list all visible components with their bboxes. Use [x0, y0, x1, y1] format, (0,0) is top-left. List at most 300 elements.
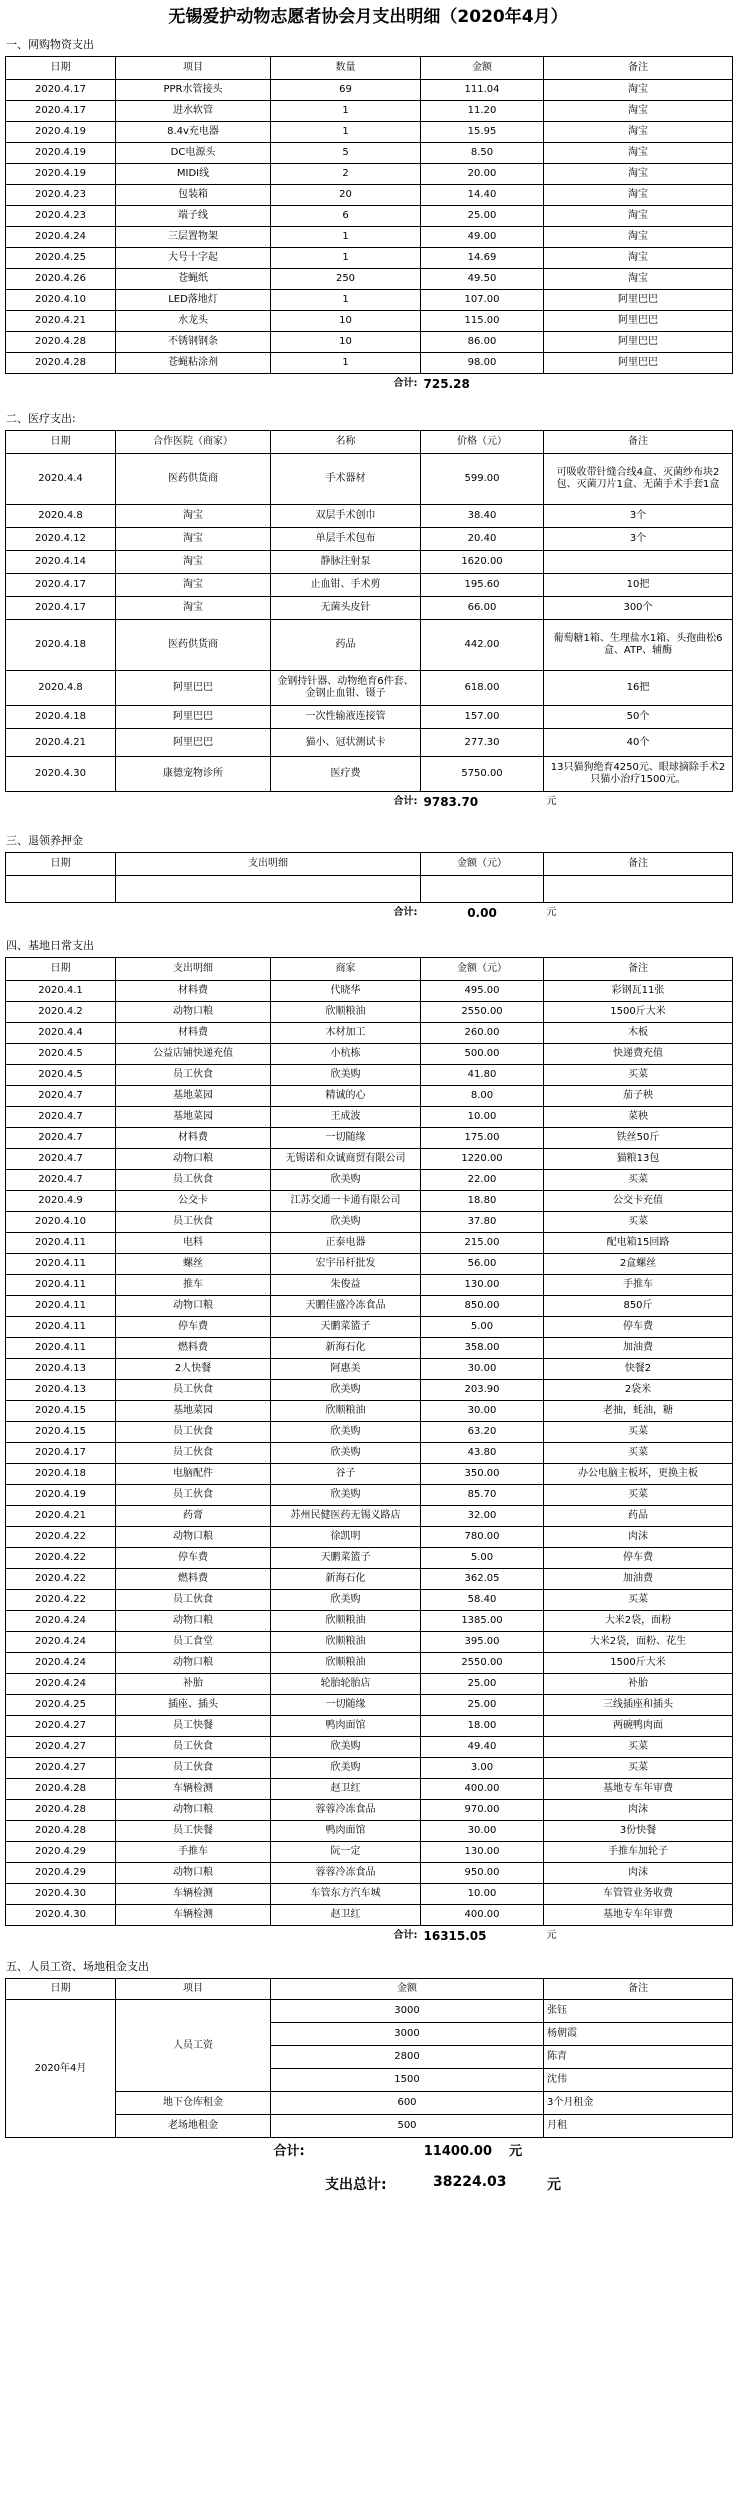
table-row — [6, 1758, 733, 1779]
table-cell: 欣美购 — [271, 1065, 421, 1086]
table-cell: 10.00 — [421, 1884, 544, 1905]
table-cell: 2020.4.5 — [6, 1065, 116, 1086]
table-cell: 朱俊益 — [271, 1275, 421, 1296]
table-cell: 蓉蓉冷冻食品 — [271, 1800, 421, 1821]
table-row — [6, 1485, 733, 1506]
table-cell: 肉沫 — [544, 1863, 733, 1884]
table-cell: 2020.4.29 — [6, 1842, 116, 1863]
table-cell: 员工伙食 — [116, 1170, 271, 1191]
total-unit — [544, 374, 733, 395]
table-cell: 2 — [271, 164, 421, 185]
table-cell: 药品 — [544, 1506, 733, 1527]
item-cell: 地下仓库租金 — [116, 2092, 271, 2115]
total-unit: 元 — [546, 1930, 557, 1941]
table-cell: 木板 — [544, 1023, 733, 1044]
table-cell: 快递费充值 — [544, 1044, 733, 1065]
table-cell: 2020.4.28 — [6, 1779, 116, 1800]
header-cell: 项目 — [116, 1979, 271, 2000]
table-row — [6, 1065, 733, 1086]
header-cell: 合作医院（商家） — [116, 431, 271, 454]
table-cell: 2020.4.17 — [6, 80, 116, 101]
table-row — [6, 2092, 733, 2115]
table-cell: 2020.4.12 — [6, 528, 116, 551]
table-cell: 员工伙食 — [116, 1380, 271, 1401]
table-cell: 水龙头 — [116, 311, 271, 332]
table-row — [6, 143, 733, 164]
section-1-heading: 一、网购物资支出 — [6, 38, 94, 51]
table-cell: 14.69 — [421, 248, 544, 269]
table-cell: 大号十字起 — [116, 248, 271, 269]
table-row — [6, 185, 733, 206]
table-cell: 江苏交通一卡通有限公司 — [271, 1191, 421, 1212]
header-cell: 备注 — [544, 1979, 733, 2000]
total-value: 725.28 — [423, 377, 470, 391]
table-cell: 车管东方汽车城 — [271, 1884, 421, 1905]
table-cell: 22.00 — [421, 1170, 544, 1191]
table-cell: 1500斤大米 — [544, 1002, 733, 1023]
table-row — [6, 729, 733, 757]
table-row — [6, 1506, 733, 1527]
table-cell: 2020.4.23 — [6, 206, 116, 227]
table-cell: 公交卡 — [116, 1191, 271, 1212]
table-row — [6, 1086, 733, 1107]
table-cell: 10 — [271, 332, 421, 353]
table-cell: 三线插座和插头 — [544, 1695, 733, 1716]
total-unit: 元 — [509, 2143, 523, 2159]
table-cell: 买菜 — [544, 1212, 733, 1233]
table-cell: 2020.4.27 — [6, 1758, 116, 1779]
table-cell: 鸭肉面馆 — [271, 1821, 421, 1842]
header-cell: 金额 — [421, 57, 544, 80]
table-cell: DC电源头 — [116, 143, 271, 164]
table-cell: 130.00 — [421, 1842, 544, 1863]
table-cell: 2020.4.2 — [6, 1002, 116, 1023]
table-cell: 车辆检测 — [116, 1884, 271, 1905]
online-purchase-table — [5, 56, 733, 394]
table-cell: 2020.4.8 — [6, 671, 116, 706]
table-cell: 495.00 — [421, 981, 544, 1002]
table-cell: 2020.4.13 — [6, 1380, 116, 1401]
table-cell: 3个 — [544, 528, 733, 551]
table-cell: 1385.00 — [421, 1611, 544, 1632]
table-cell: 850斤 — [544, 1296, 733, 1317]
table-cell: 金钢持针器、动物绝育6件套、金钢止血钳、镊子 — [271, 671, 421, 706]
table-cell: 车管管业务收费 — [544, 1884, 733, 1905]
table-cell: 停车费 — [544, 1317, 733, 1338]
table-cell: 8.00 — [421, 1086, 544, 1107]
table-cell: 107.00 — [421, 290, 544, 311]
table-cell: 轮胎轮胎店 — [271, 1674, 421, 1695]
table-row — [6, 1632, 733, 1653]
table-cell: 175.00 — [421, 1128, 544, 1149]
header-cell: 金额（元） — [421, 853, 544, 876]
table-row — [6, 1527, 733, 1548]
table-cell: 推车 — [116, 1275, 271, 1296]
table-cell: 2020.4.10 — [6, 1212, 116, 1233]
total-value: 0.00 — [467, 906, 497, 920]
table-row — [6, 1674, 733, 1695]
header-cell: 日期 — [6, 57, 116, 80]
table-cell: 38.40 — [421, 505, 544, 528]
table-cell: 买菜 — [544, 1737, 733, 1758]
table-cell: 215.00 — [421, 1233, 544, 1254]
table-cell: 加油费 — [544, 1338, 733, 1359]
table-cell: 淘宝 — [116, 551, 271, 574]
table-cell: 淘宝 — [116, 528, 271, 551]
table-cell: 63.20 — [421, 1422, 544, 1443]
table-cell: 2020.4.22 — [6, 1569, 116, 1590]
table-cell: 电脑配件 — [116, 1464, 271, 1485]
note-cell: 杨朝霞 — [544, 2023, 733, 2046]
table-cell: 无锡诺和众诚商贸有限公司 — [271, 1149, 421, 1170]
table-row — [6, 101, 733, 122]
header-cell: 日期 — [6, 853, 116, 876]
table-cell: 1620.00 — [421, 551, 544, 574]
table-cell: 30.00 — [421, 1359, 544, 1380]
table-cell: 猫粮13包 — [544, 1149, 733, 1170]
table-cell: 1 — [271, 227, 421, 248]
table-cell: 16把 — [544, 671, 733, 706]
table-cell: 1 — [271, 353, 421, 374]
table-cell: 铁丝50斤 — [544, 1128, 733, 1149]
table-cell: 阿里巴巴 — [544, 290, 733, 311]
table-cell: 2020.4.25 — [6, 248, 116, 269]
amount-cell: 3000 — [271, 2023, 544, 2046]
table-cell: 599.00 — [421, 454, 544, 505]
table-cell: 基地专车年审费 — [544, 1779, 733, 1800]
table-cell: 淘宝 — [544, 101, 733, 122]
table-cell: 药品 — [271, 620, 421, 671]
table-cell: 69 — [271, 80, 421, 101]
table-cell: 动物口粮 — [116, 1002, 271, 1023]
table-cell: 欣美购 — [271, 1590, 421, 1611]
table-cell: 茄子秧 — [544, 1086, 733, 1107]
table-cell: 5 — [271, 143, 421, 164]
table-cell: 2袋米 — [544, 1380, 733, 1401]
table-cell: 11.20 — [421, 101, 544, 122]
table-cell: 20 — [271, 185, 421, 206]
table-cell: 66.00 — [421, 597, 544, 620]
table-cell: 2020.4.19 — [6, 1485, 116, 1506]
table-cell: 彩钢瓦11张 — [544, 981, 733, 1002]
table-cell: 员工快餐 — [116, 1821, 271, 1842]
table-cell: 淘宝 — [544, 206, 733, 227]
table-cell: 2020.4.30 — [6, 757, 116, 792]
table-cell: 58.40 — [421, 1590, 544, 1611]
table-cell: 49.40 — [421, 1737, 544, 1758]
total-unit: 元 — [546, 796, 557, 807]
header-cell: 支出明细 — [116, 853, 421, 876]
table-cell: 111.04 — [421, 80, 544, 101]
table-cell: 欣顺粮油 — [271, 1632, 421, 1653]
header-cell: 商家 — [271, 958, 421, 981]
table-row — [6, 671, 733, 706]
table-cell: 400.00 — [421, 1905, 544, 1926]
table-row — [6, 1212, 733, 1233]
table-cell: 20.00 — [421, 164, 544, 185]
table-cell: 2020.4.19 — [6, 122, 116, 143]
table-cell: 2020.4.1 — [6, 981, 116, 1002]
table-cell: 小杭栋 — [271, 1044, 421, 1065]
table-cell: 358.00 — [421, 1338, 544, 1359]
table-cell: 医药供货商 — [116, 620, 271, 671]
header-cell: 日期 — [6, 1979, 116, 2000]
table-cell: 员工伙食 — [116, 1590, 271, 1611]
table-row — [6, 1842, 733, 1863]
total-label: 合计: — [393, 907, 418, 918]
table-cell: 18.00 — [421, 1716, 544, 1737]
table-cell: 950.00 — [421, 1863, 544, 1884]
table-row — [6, 1464, 733, 1485]
total-row — [6, 903, 733, 924]
table-cell: 买菜 — [544, 1065, 733, 1086]
table-cell: 2020.4.29 — [6, 1863, 116, 1884]
table-cell: 1 — [271, 122, 421, 143]
table-cell: 115.00 — [421, 311, 544, 332]
header-cell: 备注 — [544, 958, 733, 981]
table-cell: 徐凯明 — [271, 1527, 421, 1548]
table-cell: 医疗费 — [271, 757, 421, 792]
table-row — [6, 1821, 733, 1842]
table-cell: 买菜 — [544, 1590, 733, 1611]
amount-cell: 600 — [271, 2092, 544, 2115]
table-row — [6, 1653, 733, 1674]
table-cell: 员工快餐 — [116, 1716, 271, 1737]
table-row — [6, 332, 733, 353]
grand-total-value: 38224.03 — [433, 2173, 507, 2190]
table-cell: 32.00 — [421, 1506, 544, 1527]
table-cell: 员工伙食 — [116, 1065, 271, 1086]
table-cell: 2020.4.24 — [6, 227, 116, 248]
grand-total — [0, 2166, 736, 2200]
table-cell: 天鹏菜篮子 — [271, 1548, 421, 1569]
table-cell: 25.00 — [421, 206, 544, 227]
table-cell: 手推车 — [544, 1275, 733, 1296]
table-row — [6, 1233, 733, 1254]
wage-label: 人员工资 — [116, 2000, 271, 2092]
table-cell: 8.4v充电器 — [116, 122, 271, 143]
table-row — [6, 248, 733, 269]
table-cell: 大米2袋，面粉 — [544, 1611, 733, 1632]
medical-table — [5, 430, 733, 812]
table-cell: 2020.4.28 — [6, 353, 116, 374]
table-row — [6, 1737, 733, 1758]
total-value: 9783.70 — [423, 795, 479, 809]
table-row — [6, 1023, 733, 1044]
table-cell: 王成波 — [271, 1107, 421, 1128]
table-row — [6, 80, 733, 101]
note-cell: 3个月租金 — [544, 2092, 733, 2115]
table-cell: 2020.4.19 — [6, 143, 116, 164]
table-cell: 进水软管 — [116, 101, 271, 122]
table-cell: 买菜 — [544, 1422, 733, 1443]
table-cell: 2020.4.7 — [6, 1170, 116, 1191]
table-cell: 员工伙食 — [116, 1758, 271, 1779]
table-cell: 动物口粮 — [116, 1800, 271, 1821]
table-cell: 2020.4.15 — [6, 1422, 116, 1443]
total-row — [6, 374, 733, 395]
table-cell: 淘宝 — [116, 597, 271, 620]
table-cell: 无菌头皮针 — [271, 597, 421, 620]
table-cell: 静脉注射泵 — [271, 551, 421, 574]
table-cell: 2020.4.11 — [6, 1338, 116, 1359]
table-cell: 2020.4.4 — [6, 1023, 116, 1044]
table-cell: 淘宝 — [544, 164, 733, 185]
table-cell: 单层手术包布 — [271, 528, 421, 551]
grand-total-unit: 元 — [547, 2176, 561, 2193]
table-cell: 5750.00 — [421, 757, 544, 792]
table-row — [6, 1401, 733, 1422]
note-cell: 张钰 — [544, 2000, 733, 2023]
table-cell: 动物口粮 — [116, 1149, 271, 1170]
wage-rent-table — [5, 1978, 733, 2166]
table-cell: 400.00 — [421, 1779, 544, 1800]
table-cell: 14.40 — [421, 185, 544, 206]
table-cell: 快餐2 — [544, 1359, 733, 1380]
table-cell: 基地菜园 — [116, 1086, 271, 1107]
table-cell: 40个 — [544, 729, 733, 757]
table-cell: 鸭肉面馆 — [271, 1716, 421, 1737]
table-cell: 56.00 — [421, 1254, 544, 1275]
table-cell: 材料费 — [116, 1128, 271, 1149]
table-cell: 办公电脑主板坏，更换主板 — [544, 1464, 733, 1485]
table-cell: 员工伙食 — [116, 1443, 271, 1464]
table-cell: 赵卫红 — [271, 1905, 421, 1926]
table-cell: 2020.4.9 — [6, 1191, 116, 1212]
table-row — [6, 164, 733, 185]
table-cell: 2020.4.5 — [6, 1044, 116, 1065]
table-cell: 25.00 — [421, 1674, 544, 1695]
table-cell: 苍蝇纸 — [116, 269, 271, 290]
table-cell: 780.00 — [421, 1527, 544, 1548]
table-cell: 新海石化 — [271, 1569, 421, 1590]
section-3-heading: 三、退领养押金 — [6, 834, 83, 847]
table-cell: 350.00 — [421, 1464, 544, 1485]
table-cell: 加油费 — [544, 1569, 733, 1590]
table-cell: 2020.4.22 — [6, 1548, 116, 1569]
table-row — [6, 597, 733, 620]
table-cell: 1220.00 — [421, 1149, 544, 1170]
table-row — [6, 311, 733, 332]
table-cell: 阿里巴巴 — [116, 671, 271, 706]
table-cell: 欣美购 — [271, 1170, 421, 1191]
table-cell: 157.00 — [421, 706, 544, 729]
table-cell: 2020.4.17 — [6, 574, 116, 597]
table-cell: 2020.4.27 — [6, 1737, 116, 1758]
table-cell: 2020.4.17 — [6, 597, 116, 620]
table-cell: 木材加工 — [271, 1023, 421, 1044]
table-cell: 300个 — [544, 597, 733, 620]
deposit-table — [5, 852, 733, 923]
table-row — [6, 1548, 733, 1569]
table-cell: 25.00 — [421, 1695, 544, 1716]
table-cell: 淘宝 — [544, 227, 733, 248]
note-cell: 陈青 — [544, 2046, 733, 2069]
table-cell: PPR水管接头 — [116, 80, 271, 101]
table-cell: 阿里巴巴 — [544, 311, 733, 332]
table-cell: 2020.4.11 — [6, 1317, 116, 1338]
header-cell: 金额（元） — [421, 958, 544, 981]
table-cell: 动物口粮 — [116, 1653, 271, 1674]
table-cell: MIDI线 — [116, 164, 271, 185]
table-cell: 阿里巴巴 — [116, 706, 271, 729]
table-row — [6, 227, 733, 248]
header-cell: 备注 — [544, 853, 733, 876]
total-value: 16315.05 — [423, 1929, 487, 1943]
table-cell: 天鹏菜篮子 — [271, 1317, 421, 1338]
table-cell: 肉沫 — [544, 1800, 733, 1821]
table-cell: 3个 — [544, 505, 733, 528]
table-cell: 3.00 — [421, 1758, 544, 1779]
table-cell: 2020.4.14 — [6, 551, 116, 574]
table-cell: 端子线 — [116, 206, 271, 227]
table-row — [6, 1296, 733, 1317]
table-cell: 2020.4.30 — [6, 1884, 116, 1905]
table-cell: 一切随缘 — [271, 1128, 421, 1149]
total-unit: 元 — [546, 907, 557, 918]
total-value: 11400.00 — [423, 2143, 493, 2159]
table-cell: 不锈钢钢条 — [116, 332, 271, 353]
period-cell: 2020年4月 — [6, 2000, 116, 2138]
table-cell: 淘宝 — [116, 505, 271, 528]
table-row — [6, 1779, 733, 1800]
table-cell: 三层置物架 — [116, 227, 271, 248]
table-cell: 2020.4.22 — [6, 1590, 116, 1611]
table-cell: 天鹏佳盛冷冻食品 — [271, 1296, 421, 1317]
section-4-heading: 四、基地日常支出 — [6, 939, 94, 952]
table-cell: 10 — [271, 311, 421, 332]
table-cell: 买菜 — [544, 1485, 733, 1506]
table-cell: 2020.4.28 — [6, 1800, 116, 1821]
table-cell: 双层手术创巾 — [271, 505, 421, 528]
table-cell: 欣顺粮油 — [271, 1611, 421, 1632]
table-row — [6, 620, 733, 671]
table-cell: 停车费 — [116, 1317, 271, 1338]
table-cell: 3份快餐 — [544, 1821, 733, 1842]
table-cell: 2020.4.18 — [6, 706, 116, 729]
table-cell: 欣美购 — [271, 1443, 421, 1464]
table-cell: 动物口粮 — [116, 1527, 271, 1548]
table-row — [6, 1695, 733, 1716]
table-cell: 1500斤大米 — [544, 1653, 733, 1674]
table-cell: 康德宠物诊所 — [116, 757, 271, 792]
table-cell: 新海石化 — [271, 1338, 421, 1359]
section-5-heading: 五、人员工资、场地租金支出 — [6, 1960, 149, 1973]
table-row — [6, 269, 733, 290]
table-cell: 材料费 — [116, 981, 271, 1002]
table-cell: 2550.00 — [421, 1002, 544, 1023]
table-row — [6, 706, 733, 729]
table-cell: 动物口粮 — [116, 1863, 271, 1884]
header-row — [6, 57, 733, 80]
header-cell: 价格（元） — [421, 431, 544, 454]
table-cell: 10.00 — [421, 1107, 544, 1128]
table-row — [6, 505, 733, 528]
table-row — [6, 1380, 733, 1401]
table-cell: 欣美购 — [271, 1212, 421, 1233]
table-cell: 30.00 — [421, 1401, 544, 1422]
table-cell: 停车费 — [544, 1548, 733, 1569]
table-cell: 药膏 — [116, 1506, 271, 1527]
table-row — [6, 1569, 733, 1590]
table-cell: 阿里巴巴 — [116, 729, 271, 757]
table-row — [6, 1338, 733, 1359]
table-cell: 车辆检测 — [116, 1905, 271, 1926]
table-cell: 2020.4.4 — [6, 454, 116, 505]
table-cell: 2020.4.25 — [6, 1695, 116, 1716]
table-cell: 2020.4.21 — [6, 729, 116, 757]
table-row — [6, 1884, 733, 1905]
